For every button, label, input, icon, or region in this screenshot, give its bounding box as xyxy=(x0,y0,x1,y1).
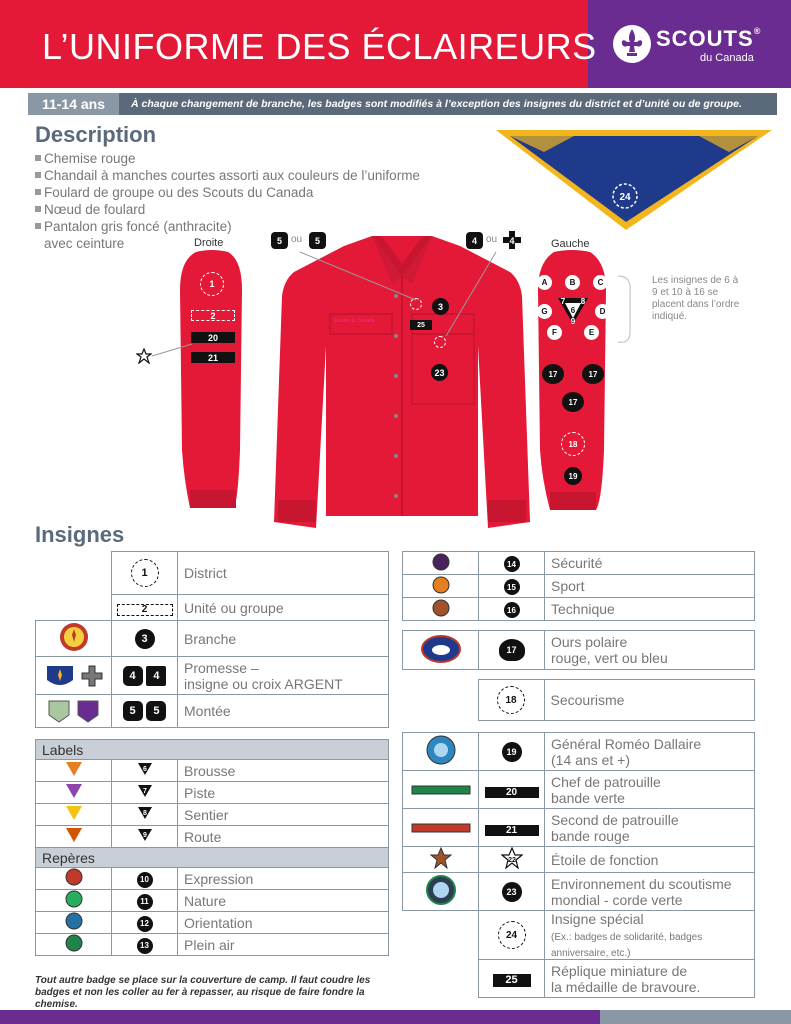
badge-17: 17 xyxy=(499,639,525,661)
badge-G: G xyxy=(537,304,552,319)
table-row xyxy=(36,695,389,728)
security-badge-icon xyxy=(432,553,450,571)
badge-12: 12 xyxy=(137,916,153,932)
badge-F: F xyxy=(547,325,562,340)
table-cell: Promesse – insigne ou croix ARGENT xyxy=(178,657,389,695)
table-cell: Général Roméo Dallaire (14 ans et +) xyxy=(545,733,755,771)
table-cell: Plein air xyxy=(178,934,389,956)
insignes-table-14-16 xyxy=(402,551,755,621)
badge-4: 4 xyxy=(509,235,515,246)
table-row xyxy=(36,868,389,890)
fleur-de-lis-icon xyxy=(612,22,652,66)
list-item: Pantalon gris foncé (anthracite) xyxy=(35,218,420,235)
badge-19: 19 xyxy=(502,742,522,762)
table-row xyxy=(403,960,755,998)
table-row xyxy=(36,657,389,695)
polar-bear-badge-icon xyxy=(421,635,461,663)
insignes-table-left xyxy=(35,551,389,728)
label-brousse-icon xyxy=(65,761,83,777)
table-cell: Sentier xyxy=(178,804,389,826)
table-cell: Nature xyxy=(178,890,389,912)
badge-14: 14 xyxy=(504,556,520,572)
table-row xyxy=(36,934,389,956)
badge-1-position: 1 xyxy=(200,272,224,296)
badge-2: 2 xyxy=(117,604,173,616)
badge-3: 3 xyxy=(135,629,155,649)
badge-23: 23 xyxy=(502,882,522,902)
left-sleeve-label: Gauche xyxy=(551,238,590,250)
insignes-title: Insignes xyxy=(35,522,125,547)
table-row xyxy=(403,771,755,809)
table-row xyxy=(36,760,389,782)
table-cell: Second de patrouille bande rouge xyxy=(545,809,755,847)
svg-text:8: 8 xyxy=(142,810,147,817)
list-item: Chemise rouge xyxy=(35,150,420,167)
svg-text:22: 22 xyxy=(507,857,516,864)
label-piste-icon xyxy=(65,783,83,799)
header xyxy=(0,0,791,90)
dallaire-badge-icon xyxy=(426,735,456,765)
scarf-badge-24: 24 xyxy=(619,192,631,203)
insignes-table-17 xyxy=(402,630,755,670)
table-row xyxy=(36,782,389,804)
green-band-icon xyxy=(411,785,471,795)
table-row xyxy=(36,890,389,912)
table-row xyxy=(36,826,389,848)
branch-badge-icon xyxy=(59,622,89,652)
badge-21-position: 21 xyxy=(191,352,235,363)
badge-17: 17 xyxy=(582,364,604,384)
reperes-header: Repères xyxy=(36,848,389,868)
badge-4: 4 xyxy=(146,666,166,686)
table-cell: Piste xyxy=(178,782,389,804)
badge-25: 25 xyxy=(493,974,531,987)
environment-badge-icon xyxy=(426,875,456,905)
triangle-6-icon xyxy=(137,762,153,776)
badge-6: 6 xyxy=(570,305,576,315)
svg-text:6: 6 xyxy=(142,766,147,773)
labels-header: Labels xyxy=(36,740,389,760)
badge-C: C xyxy=(593,275,608,290)
moving-up-badge-icon xyxy=(46,698,72,724)
badge-4: 4 xyxy=(466,232,483,249)
badge-E: E xyxy=(584,325,599,340)
table-row xyxy=(403,847,755,873)
insignes-table-18 xyxy=(402,679,755,721)
badge-17: 17 xyxy=(562,392,584,412)
badge-5: 5 xyxy=(123,701,143,721)
expression-badge-icon xyxy=(65,868,83,886)
table-row xyxy=(403,552,755,575)
arrow-connector xyxy=(150,340,194,360)
table-cell: Technique xyxy=(545,598,755,621)
arrow-connectors xyxy=(296,248,516,348)
red-band-icon xyxy=(411,823,471,833)
age-label: 11-14 ans xyxy=(28,93,119,115)
badge-5: 5 xyxy=(271,232,288,249)
table-row xyxy=(402,680,755,721)
badge-5: 5 xyxy=(146,701,166,721)
badge-4: 4 xyxy=(123,666,143,686)
table-row xyxy=(403,631,755,670)
or-text: ou xyxy=(486,234,498,245)
footer-note: Tout autre badge se place sur la couverture de camp. Il faut coudre les badges et non les coller au fer à repasser, au risque de faire fondre la chemise. xyxy=(35,975,371,1010)
badge-2-position: 2 xyxy=(191,310,235,321)
badge-23-position: 23 xyxy=(431,364,448,381)
table-cell: District xyxy=(178,552,389,595)
badge-10: 10 xyxy=(137,872,153,888)
table-cell: Étoile de fonction xyxy=(545,847,755,873)
table-cell: Réplique miniature de la médaille de bravoure. xyxy=(545,960,755,998)
table-cell: Insigne spécial (Ex.: badges de solidarité, badges anniversaire, etc.) xyxy=(545,911,755,960)
badge-B: B xyxy=(565,275,580,290)
or-text: ou xyxy=(291,234,303,245)
badge-9: 9 xyxy=(570,316,576,326)
badge-11: 11 xyxy=(137,894,153,910)
table-cell: Expression xyxy=(178,868,389,890)
badge-17: 17 xyxy=(542,364,564,384)
logo-subtitle: du Canada xyxy=(700,52,754,64)
right-sleeve-label: Droite xyxy=(194,237,224,249)
age-band xyxy=(28,93,777,115)
description-title: Description xyxy=(35,122,157,147)
sport-badge-icon xyxy=(432,576,450,594)
badge-20: 20 xyxy=(485,787,539,798)
list-item: Nœud de foulard xyxy=(35,201,420,218)
table-cell: Route xyxy=(178,826,389,848)
scouts-logo xyxy=(612,22,772,68)
logo-text: SCOUTS® xyxy=(656,26,762,51)
technique-badge-icon xyxy=(432,599,450,617)
table-cell: Orientation xyxy=(178,912,389,934)
badge-7: 7 xyxy=(560,296,566,306)
triangle-7-icon xyxy=(137,784,153,798)
promise-badge-icon xyxy=(43,662,77,690)
table-row xyxy=(36,552,389,595)
insignes-table-19-25 xyxy=(402,732,755,998)
table-cell: Brousse xyxy=(178,760,389,782)
moving-up-badge-icon xyxy=(75,698,101,724)
badge-20-position: 20 xyxy=(191,332,235,343)
table-row xyxy=(36,621,389,657)
list-item: avec ceinture xyxy=(44,236,125,251)
table-row xyxy=(36,912,389,934)
silver-cross-icon xyxy=(80,664,104,688)
label-sentier-icon xyxy=(65,805,83,821)
table-cell: Branche xyxy=(178,621,389,657)
label-route-icon xyxy=(65,827,83,843)
labels-table xyxy=(35,739,389,956)
table-cell: Montée xyxy=(178,695,389,728)
bottom-bar xyxy=(0,1010,791,1024)
outdoor-badge-icon xyxy=(65,934,83,952)
nature-badge-icon xyxy=(65,890,83,908)
svg-text:7: 7 xyxy=(142,788,147,795)
badge-18: 18 xyxy=(497,686,525,714)
table-row xyxy=(36,804,389,826)
list-item: Chandail à manches courtes assorti aux couleurs de l’uniforme xyxy=(35,167,420,184)
svg-text:9: 9 xyxy=(142,832,147,839)
table-row xyxy=(403,873,755,911)
shirt-embroidery: Scouts du Canada xyxy=(333,318,375,324)
star-22-icon xyxy=(501,847,523,869)
badge-19-position: 19 xyxy=(564,467,582,485)
badge-24: 24 xyxy=(498,921,526,949)
badge-8: 8 xyxy=(580,296,586,306)
table-cell: Ours polaire rouge, vert ou bleu xyxy=(545,631,755,670)
table-cell: Environnement du scoutisme mondial - corde verte xyxy=(545,873,755,911)
table-row xyxy=(36,595,389,621)
bracket-icon xyxy=(616,272,638,346)
table-row xyxy=(403,733,755,771)
triangle-9-icon xyxy=(137,828,153,842)
table-cell: Secourisme xyxy=(544,680,755,721)
star-icon xyxy=(430,847,452,869)
badge-16: 16 xyxy=(504,602,520,618)
band-text: À chaque changement de branche, les badges sont modifiés à l’exception des insignes du district et d’unité ou de groupe. xyxy=(131,98,742,110)
badge-18-position: 18 xyxy=(561,432,585,456)
badge-A: A xyxy=(537,275,552,290)
orientation-badge-icon xyxy=(65,912,83,930)
triangle-8-icon xyxy=(137,806,153,820)
badge-3-position: 3 xyxy=(432,298,449,315)
table-cell: Sécurité xyxy=(545,552,755,575)
badge-5: 5 xyxy=(309,232,326,249)
bottom-bar-gray xyxy=(600,1010,791,1024)
badge-25-position: 25 xyxy=(410,320,432,330)
badge-15: 15 xyxy=(504,579,520,595)
scarf-illustration xyxy=(484,122,784,232)
side-note: Les insignes de 6 à 9 et 10 à 16 se placent dans l’ordre indiqué. xyxy=(652,275,740,322)
badge-1: 1 xyxy=(131,559,159,587)
page-title: L’UNIFORME DES ÉCLAIREURS xyxy=(42,26,597,67)
bottom-bar-purple xyxy=(0,1010,600,1024)
table-cell: Sport xyxy=(545,575,755,598)
table-row xyxy=(403,598,755,621)
table-row xyxy=(403,911,755,960)
list-item: Foulard de groupe ou des Scouts du Canada xyxy=(35,184,420,201)
table-row xyxy=(403,575,755,598)
badge-13: 13 xyxy=(137,938,153,954)
badge-D: D xyxy=(595,304,610,319)
table-cell: Chef de patrouille bande verte xyxy=(545,771,755,809)
badge-21: 21 xyxy=(485,825,539,836)
table-row xyxy=(403,809,755,847)
table-cell: Unité ou groupe xyxy=(178,595,389,621)
